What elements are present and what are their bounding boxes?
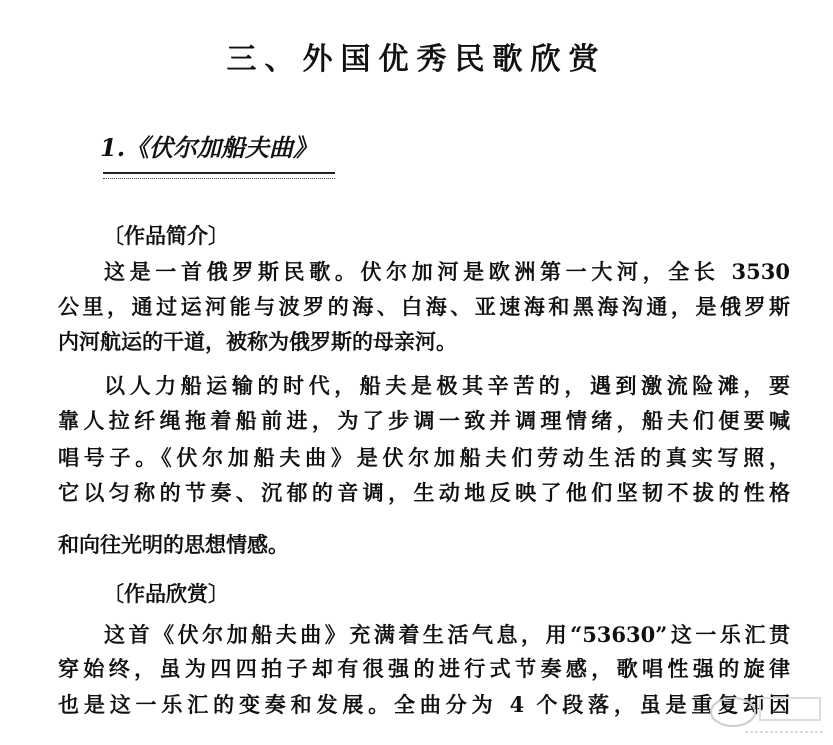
text-line: 也是这一乐汇的变奏和发展。全曲分为 4 个段落，虽是重复却因 [58, 692, 790, 717]
text-line: 它以匀称的节奏、沉郁的音调，生动地反映了他们坚韧不拔的性格 [58, 480, 790, 505]
text-line: 唱号子。《伏尔加船夫曲》是伏尔加船夫们劳动生活的真实写照， [58, 445, 790, 470]
text-line: 这是一首俄罗斯民歌。伏尔加河是欧洲第一大河，全长 3530 [104, 259, 790, 284]
section-label-appreciation: 〔作品欣赏〕 [103, 581, 229, 606]
text-line: 这首《伏尔加船夫曲》充满着生活气息，用“53630”这一乐汇贯 [104, 622, 790, 647]
page-title: 三、外国优秀民歌欣赏 [226, 42, 607, 77]
section-label-intro: 〔作品简介〕 [103, 223, 229, 248]
watermark-logo-icon [705, 690, 825, 740]
text-line: 靠人拉纤绳拖着船前进，为了步调一致并调理情绪，船夫们便要喊 [58, 408, 790, 433]
text-line: 以人力船运输的时代，船夫是极其辛苦的，遇到激流险滩，要 [104, 373, 790, 398]
text-line: 穿始终，虽为四四拍子却有很强的进行式节奏感，歌唱性强的旋律 [58, 656, 790, 681]
heading-underline [103, 172, 335, 179]
song-heading: 1.《伏尔加船夫曲》 [100, 133, 318, 162]
text-line: 内河航运的干道，被称为俄罗斯的母亲河。 [58, 329, 457, 354]
text-line: 和向往光明的思想情感。 [58, 532, 289, 557]
text-line: 公里，通过运河能与波罗的海、白海、亚速海和黑海沟通，是俄罗斯 [58, 294, 790, 319]
